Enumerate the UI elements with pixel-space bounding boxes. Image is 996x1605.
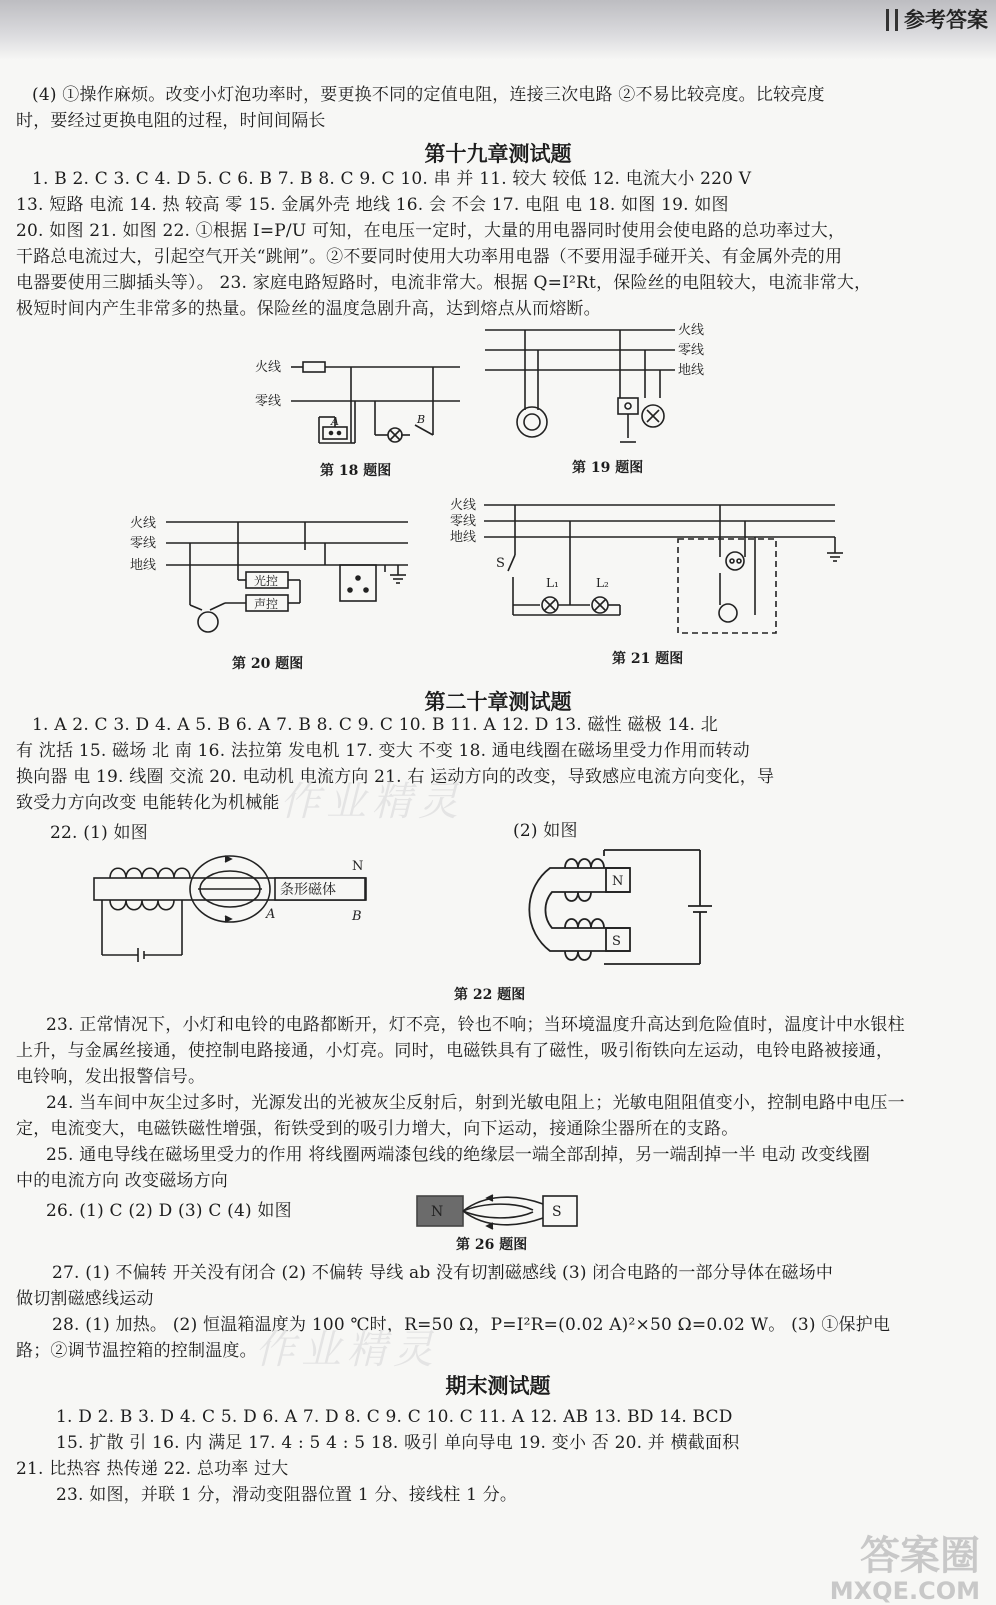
- svg-text:S: S: [612, 934, 621, 949]
- svg-text:N: N: [612, 874, 624, 889]
- top-band: [0, 0, 996, 60]
- dashed-box: [678, 539, 776, 633]
- chapter-20-answers: 1. A 2. C 3. D 4. A 5. B 6. A 7. B 8. C 9. C 10. B 11. A 12. D 13. 磁性 磁极 14. 北 有 沈括 15. 磁场 北 南 16. 法拉第 发电机 17. 变大 不变 18. 通电线圈在磁场里受力作用而转动 换向器 电 19. 线圈 交流 20. 电动机 电流方向 21. 右 运动方向的改变，导致感应电流方向变化，导 致受力方向改变 电能转化为机械能: [16, 715, 775, 813]
- switch-icon: [618, 398, 638, 414]
- figure-20-caption: 第 20 题图: [232, 656, 304, 672]
- watermark-2: 作业精灵: [255, 1327, 439, 1373]
- coil-icon: [565, 859, 604, 901]
- fig21-fire-label: 火线: [450, 498, 477, 513]
- tab-bars-icon: [886, 9, 898, 31]
- svg-text:N: N: [352, 859, 364, 874]
- fig21-zero-label: 零线: [450, 514, 477, 529]
- svg-text:A: A: [266, 907, 276, 922]
- lamp-icon: [719, 604, 737, 622]
- q22-part2: (2) 如图: [513, 821, 578, 841]
- svg-text:B: B: [352, 909, 362, 924]
- fig18-zero-label: 零线: [255, 394, 282, 409]
- figure-21-circuit: [450, 495, 860, 645]
- svg-text:光控: 光控: [254, 574, 279, 588]
- figure-26-magnet: [415, 1192, 580, 1232]
- svg-text:声控: 声控: [254, 597, 279, 611]
- figure-22-u-magnet: [490, 848, 730, 968]
- q26-answers: 26. (1) C (2) D (3) C (4) 如图: [46, 1201, 292, 1221]
- fig21-ground-label: 地线: [450, 530, 477, 545]
- figure-18-caption: 第 18 题图: [320, 463, 392, 479]
- chapter-20-answers-27-28: 27. (1) 不偏转 开关没有闭合 (2) 不偏转 导线 ab 没有切割磁感线 (3) 闭合电路的一部分导体在磁场中 做切割磁感线运动 28. (1) 加热。 (2) 恒温箱温度为 100 ℃时，R=50 Ω，P=I²R=(0.02 A)²×50 Ω=0.02 W。 (3) ①保护电 路；②调节温控箱的控制温度。: [16, 1263, 891, 1361]
- fig20-ground-label: 地线: [130, 558, 157, 573]
- coil-icon: [110, 868, 190, 878]
- chapter-20-title: 第二十章测试题: [424, 689, 572, 714]
- intro-paragraph: (4) ①操作麻烦。改变小灯泡功率时，要更换不同的定值电阻，连接三次电路 ②不易比较亮度。比较亮度 时，要经过更换电阻的过程，时间间隔长: [16, 85, 825, 131]
- figure-19-circuit: [470, 320, 720, 450]
- socket-a-icon: [323, 427, 347, 439]
- svg-text:S: S: [552, 1204, 562, 1220]
- bulb-socket-icon: [517, 407, 547, 437]
- fig18-fire-label: 火线: [255, 360, 282, 375]
- figure-22-solenoid: [90, 850, 380, 970]
- watermark-1: 作业精灵: [280, 779, 464, 825]
- final-test-answers: 1. D 2. B 3. D 4. C 5. D 6. A 7. D 8. C 9. C 10. C 11. A 12. AB 13. BD 14. BCD 15. 扩散 引 16. 内 满足 17. 4 : 5 4 : 5 18. 吸引 单向导电 19. 变小 否 20. 并 横截面积 21. 比热容 热传递 22. 总功率 过大 23. 如图，并联 1 分，滑动变阻器位置 1 分、接线柱 1 分。: [16, 1407, 740, 1505]
- fig19-ground-label: 地线: [678, 363, 705, 378]
- brand-watermark: 答案圈 MXQE.COM: [829, 1533, 980, 1605]
- fig20-fire-label: 火线: [130, 516, 157, 531]
- chapter-20-answers-23-25: 23. 正常情况下，小灯和电铃的电路都断开，灯不亮，铃也不响；当环境温度升高达到危险值时，温度计中水银柱 上升，与金属丝接通，使控制电路接通，小灯亮。同时，电磁铁具有了磁性，吸引衔铁向左运动，电铃电路被接通， 电铃响，发出报警信号。 24. 当车间中灰尘过多时，光源发出的光被灰尘反射后，射到光敏电阻上；光敏电阻阻值变小，控制电路中电压一 定，电流变大，电磁铁磁性增强，衔铁受到的吸引力增大，向下运动，接通除尘器所在的支路。 25. 通电导线在磁场里受力的作用 将线圈两端漆包线的绝缘层一端全部刮掉，另一端刮掉一半 电动 改变线圈 中的电流方向 改变磁场方向: [16, 1015, 905, 1191]
- q22-part1: 22. (1) 如图: [50, 823, 148, 843]
- fig20-zero-label: 零线: [130, 536, 157, 551]
- fig19-fire-label: 火线: [678, 323, 705, 338]
- fuse-icon: [303, 362, 325, 372]
- svg-text:L₂: L₂: [596, 576, 609, 590]
- figure-22-caption: 第 22 题图: [454, 987, 526, 1003]
- chapter-19-title: 第十九章测试题: [424, 141, 572, 166]
- svg-text:S: S: [496, 556, 505, 571]
- figure-20-circuit: [130, 510, 430, 650]
- svg-text:L₁: L₁: [546, 576, 559, 590]
- section-tab: 参考答案: [886, 4, 988, 34]
- chapter-19-answers: 1. B 2. C 3. C 4. D 5. C 6. B 7. B 8. C 9. C 10. 串 并 11. 较大 较低 12. 电流大小 220 V 13. 短路 电流 14. 热 较高 零 15. 金属外壳 地线 16. 会 不会 17. 电阻 电 18. 如图 19. 如图 20. 如图 21. 如图 22. ①根据 I=P/U 可知，在电压一定时，大量的用电器同时使用会使电路的总功率过大， 干路总电流过大，引起空气开关“跳闸”。②不要同时使用大功率用电器（不要用湿手碰开关、有金属外壳的用 电器要使用三脚插头等）。 23. 家庭电路短路时，电流非常大。根据 Q=I²Rt，保险丝的电阻较大，电流非常大， 极短时间内产生非常多的热量。保险丝的温度急剧升高，达到熔点从而熔断。: [16, 169, 872, 319]
- figure-18-circuit: [255, 345, 465, 455]
- final-test-title: 期末测试题: [445, 1373, 551, 1398]
- svg-text:A: A: [331, 415, 339, 428]
- svg-text:条形磁体: 条形磁体: [280, 882, 336, 898]
- lamp-icon: [198, 612, 218, 632]
- figure-21-caption: 第 21 题图: [612, 651, 684, 667]
- fig19-zero-label: 零线: [678, 343, 705, 358]
- figure-26-caption: 第 26 题图: [456, 1237, 528, 1253]
- svg-text:B: B: [417, 413, 426, 426]
- three-pin-socket-icon: [340, 565, 376, 601]
- figure-19-caption: 第 19 题图: [572, 460, 644, 476]
- svg-text:N: N: [431, 1204, 444, 1220]
